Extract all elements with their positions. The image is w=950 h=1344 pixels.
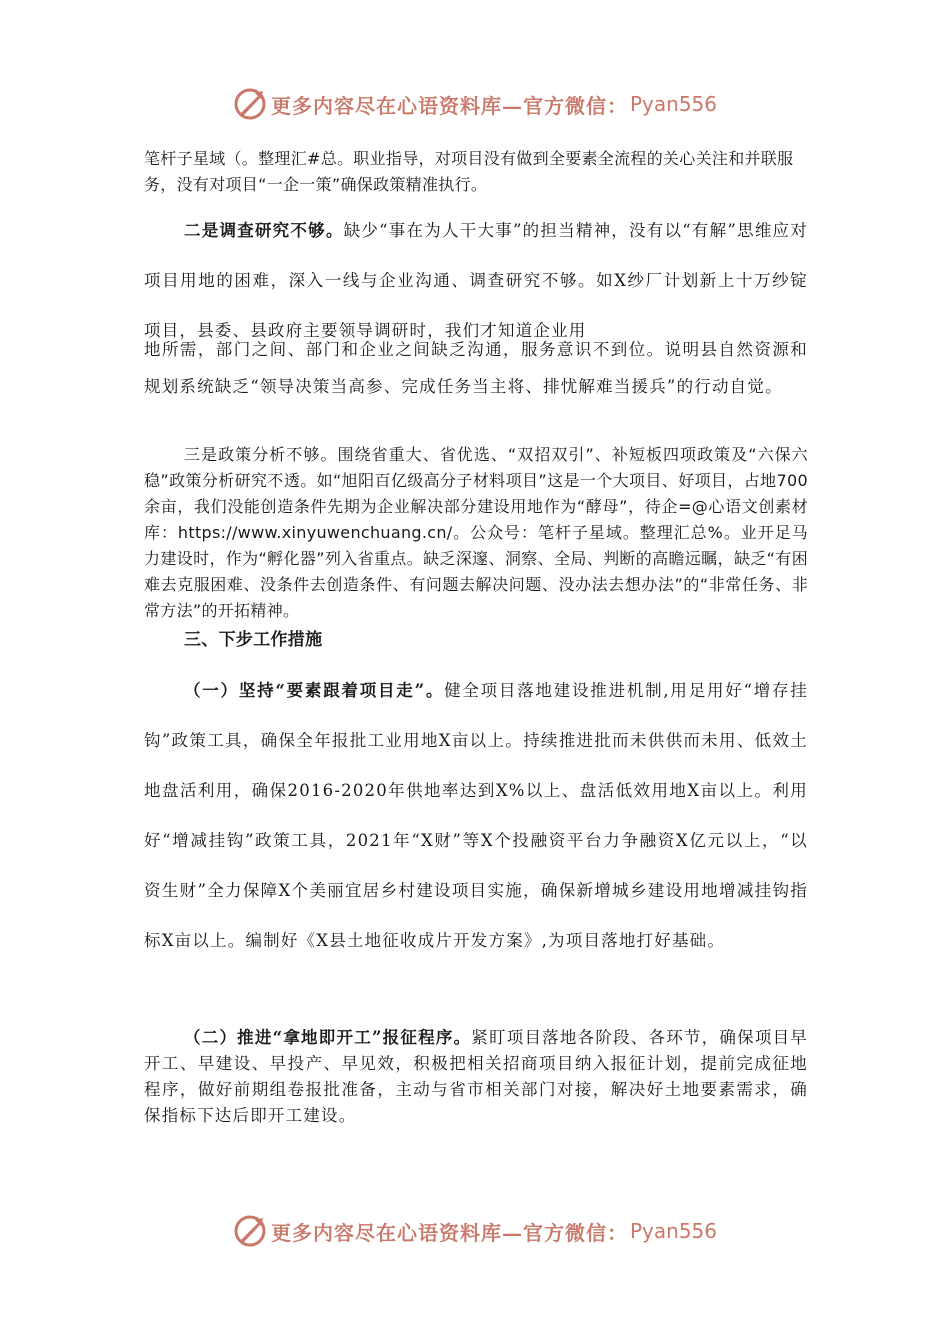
paragraph-body: 缺少“事在为人干大事”的担当精神，没有以“有解”思维应对项目用地的困难，深入一线与企业沟通、调查研究不够。如X纱厂计划新上十万纱锭项目，县委、县政府主要领导调研时，我们才知道企业用 <box>144 221 808 340</box>
section-heading: 三、下步工作措施 <box>184 630 323 650</box>
paragraph-research-cont: 地所需，部门之间、部门和企业之间缺乏沟通，服务意识不到位。说明县自然资源和规划系统缺乏“领导决策当高参、完成任务当主将、排忧解难当援兵”的行动自觉。 <box>144 340 808 396</box>
paragraph-measure-2 <box>144 1025 808 1129</box>
watermark-banner-top <box>0 84 950 124</box>
paragraph-1: 笔杆子星域（。整理汇#总。职业指导，对项目没有做到全要素全流程的关心关注和并联服务，没有对项目“一企一策”确保政策精准执行。 <box>144 149 794 194</box>
paragraph-lead: （一）坚持“要素跟着项目走”。 <box>184 681 445 700</box>
paragraph-policy: 三是政策分析不够。围绕省重大、省优选、“双招双引”、补短板四项政策及“六保六稳”政策分析研究不透。如“旭阳百亿级高分子材料项目”这是一个大项目、好项目，占地700余亩，我们没能创造条件先期为企业解决部分建设用地作为“酵母”，待企=@心语文创素材库：https://www.xinyuwenchuang.cn/。公众号：笔杆子星域。整理汇总%。业开足马力建设时，作为“孵化器”列入省重点。缺乏深邃、洞察、全局、判断的高瞻远瞩，缺乏“有困难去克服困难、没条件去创造条件、有问题去解决问题、没办法去想办法”的“非常任务、非常方法”的开拓精神。 <box>144 445 808 620</box>
watermark-text: 更多内容尽在心语资料库—官方微信： <box>270 93 628 118</box>
paragraph-body: 紧盯项目落地各阶段、各环节，确保项目早开工、早建设、早投产、早见效，积极把相关招商项目纳入报征计划，提前完成征地程序，做好前期组卷报批准备，主动与省市相关部门对接，解决好土地要素需求，确保指标下达后即开工建设。 <box>144 1028 808 1125</box>
watermark-wechat-id: Pyan556 <box>629 1219 717 1243</box>
paragraph-body: 健全项目落地建设推进机制,用足用好“增存挂钩”政策工具，确保全年报批工业用地X亩以上。持续推进批而未供供而未用、低效土地盘活利用，确保2016-2020年供地率达到X%以上、盘活低效用地X亩以上。利用好“增减挂钩”政策工具，2021年“X财”等X个投融资平台力争融资X亿元以上，“以资生财”全力保障X个美丽宜居乡村建设项目实施，确保新增城乡建设用地增减挂钩指标X亩以上。编制好《X县土地征收成片开发方案》,为项目落地打好基础。 <box>144 681 808 950</box>
quill-pen-logo-icon <box>233 87 267 121</box>
paragraph-lead: （二）推进“拿地即开工”报征程序。 <box>184 1028 472 1047</box>
quill-pen-logo-icon <box>233 1214 267 1248</box>
watermark-banner-bottom <box>0 1211 950 1251</box>
watermark-wechat-id: Pyan556 <box>629 92 717 116</box>
watermark-text: 更多内容尽在心语资料库—官方微信： <box>270 1220 628 1245</box>
paragraph-measure-1 <box>144 666 808 966</box>
paragraph-lead: 二是调查研究不够。 <box>184 221 344 240</box>
